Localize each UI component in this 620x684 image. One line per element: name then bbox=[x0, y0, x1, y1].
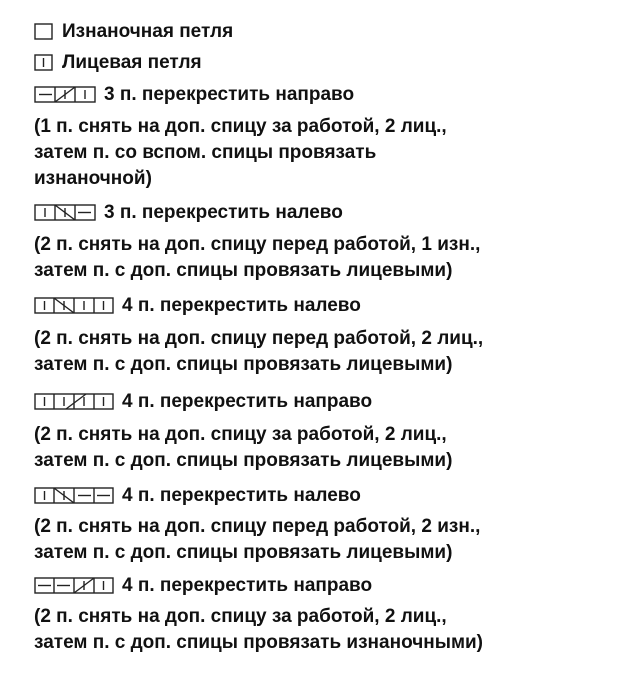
cable-4-left-purl-icon bbox=[34, 487, 114, 505]
cable-4-left-title: 4 п. перекрестить налево bbox=[122, 295, 361, 316]
description-line: затем п. со вспом. спицы провязать bbox=[34, 142, 377, 163]
cable-3-left-title: 3 п. перекрестить налево bbox=[104, 202, 343, 223]
cable-4-right-icon bbox=[34, 393, 114, 411]
description-line: (2 п. снять на доп. спицу за работой, 2 лиц., bbox=[34, 606, 447, 627]
legend-item-cable-3-right bbox=[34, 83, 354, 107]
description-line: затем п. с доп. спицы провязать изнаночными) bbox=[34, 632, 484, 653]
description-line: затем п. с доп. спицы провязать лицевыми) bbox=[34, 260, 453, 281]
legend-item-cable-4-right bbox=[34, 390, 372, 414]
legend-item-cable-4-left bbox=[34, 294, 361, 318]
cable-4-left-description bbox=[34, 326, 483, 378]
legend-label-knit: Лицевая петля bbox=[62, 52, 202, 73]
description-line: затем п. с доп. спицы провязать лицевыми) bbox=[34, 450, 453, 471]
description-line: затем п. с доп. спицы провязать лицевыми) bbox=[34, 354, 453, 375]
cable-3-left-description bbox=[34, 232, 480, 284]
description-line: (1 п. снять на доп. спицу за работой, 2 лиц., bbox=[34, 116, 447, 137]
legend-label-purl: Изнаночная петля bbox=[62, 21, 234, 42]
cable-4-left-purl-title: 4 п. перекрестить налево bbox=[122, 485, 361, 506]
cable-3-right-title: 3 п. перекрестить направо bbox=[104, 84, 355, 105]
cable-4-right-purl-title: 4 п. перекрестить направо bbox=[122, 575, 373, 596]
legend-item-cable-4-left-purl bbox=[34, 484, 361, 508]
knit-stitch-icon bbox=[34, 54, 54, 72]
legend-item-cable-3-left bbox=[34, 201, 343, 225]
legend-item-purl bbox=[34, 20, 233, 44]
cable-4-right-purl-icon bbox=[34, 577, 114, 595]
description-line: (2 п. снять на доп. спицу за работой, 2 лиц., bbox=[34, 424, 447, 445]
legend-item-cable-4-right-purl bbox=[34, 574, 372, 598]
cable-3-right-icon bbox=[34, 86, 96, 104]
cable-3-right-description bbox=[34, 114, 447, 192]
description-line: затем п. с доп. спицы провязать лицевыми) bbox=[34, 542, 453, 563]
description-line: (2 п. снять на доп. спицу перед работой, 2 изн., bbox=[34, 516, 481, 537]
purl-stitch-icon bbox=[34, 23, 54, 41]
description-line: (2 п. снять на доп. спицу перед работой, 1 изн., bbox=[34, 234, 481, 255]
cable-4-left-icon bbox=[34, 297, 114, 315]
cable-4-right-description bbox=[34, 422, 452, 474]
cable-4-right-title: 4 п. перекрестить направо bbox=[122, 391, 373, 412]
description-line: изнаночной) bbox=[34, 168, 152, 189]
description-line: (2 п. снять на доп. спицу перед работой, 2 лиц., bbox=[34, 328, 484, 349]
legend-item-knit bbox=[34, 51, 202, 75]
cable-3-left-icon bbox=[34, 204, 96, 222]
cable-4-right-purl-description bbox=[34, 604, 483, 656]
cable-4-left-purl-description bbox=[34, 514, 480, 566]
